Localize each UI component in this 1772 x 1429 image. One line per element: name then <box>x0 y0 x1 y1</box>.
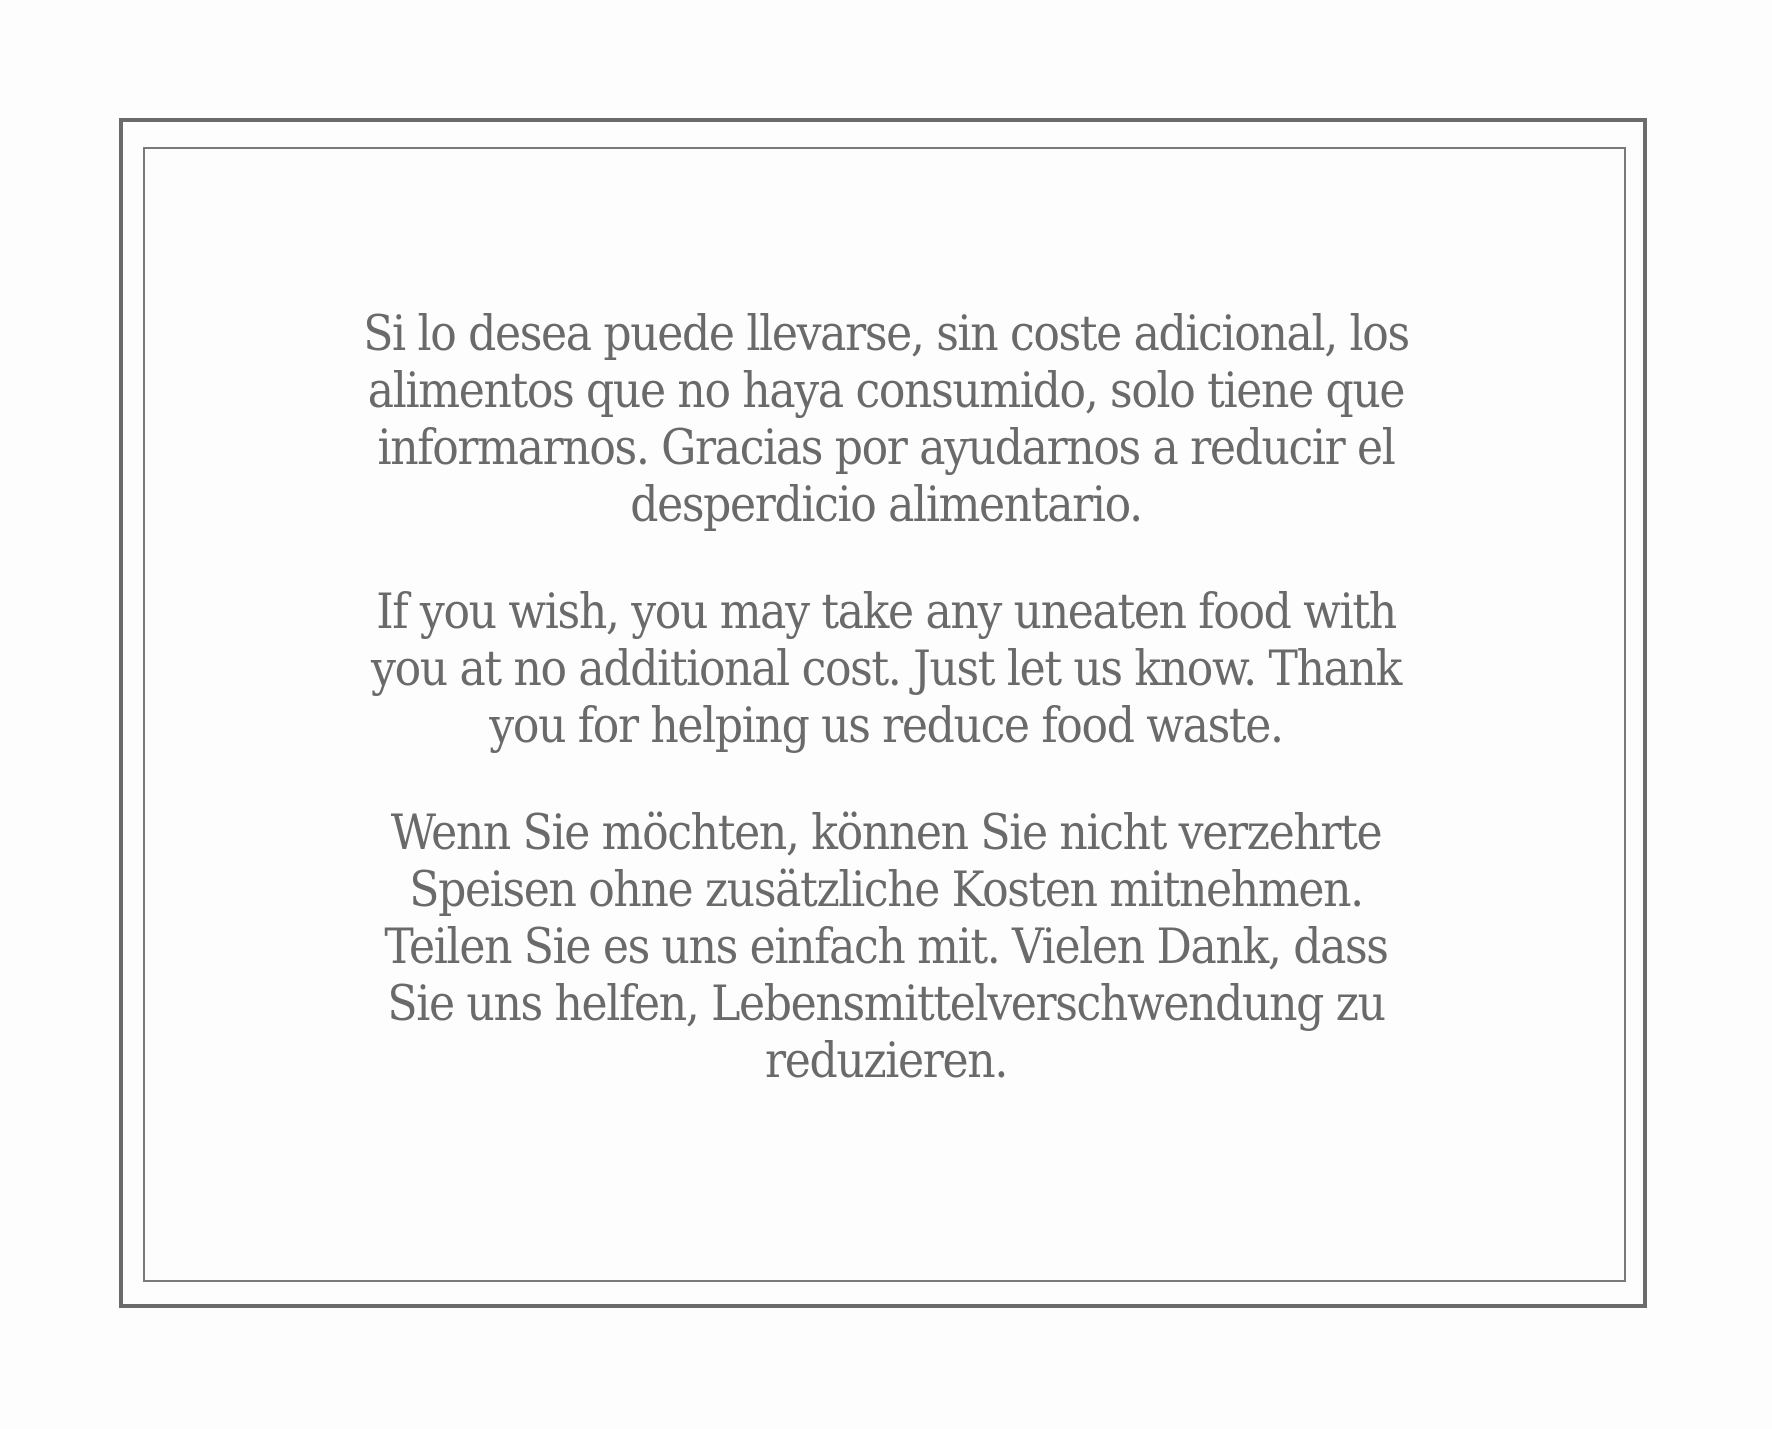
notice-paragraph-spanish: Si lo desea puede llevarse, sin coste adicional, los alimentos que no haya consumido, solo tiene que informarnos. Gracias por ayudarnos a reducir el desperdicio alimentario. <box>363 305 1409 533</box>
notice-paragraph-english: If you wish, you may take any uneaten food with you at no additional cost. Just let us know. Thank you for helping us reduce food waste. <box>371 583 1401 754</box>
notice-paragraph-german: Wenn Sie möchten, können Sie nicht verzehrte Speisen ohne zusätzliche Kosten mitnehmen. Teilen Sie es uns einfach mit. Vielen Dank, dass Sie uns helfen, Lebensmittelverschwendung zu reduzieren. <box>384 804 1388 1089</box>
notice-text-block <box>359 305 1414 1139</box>
